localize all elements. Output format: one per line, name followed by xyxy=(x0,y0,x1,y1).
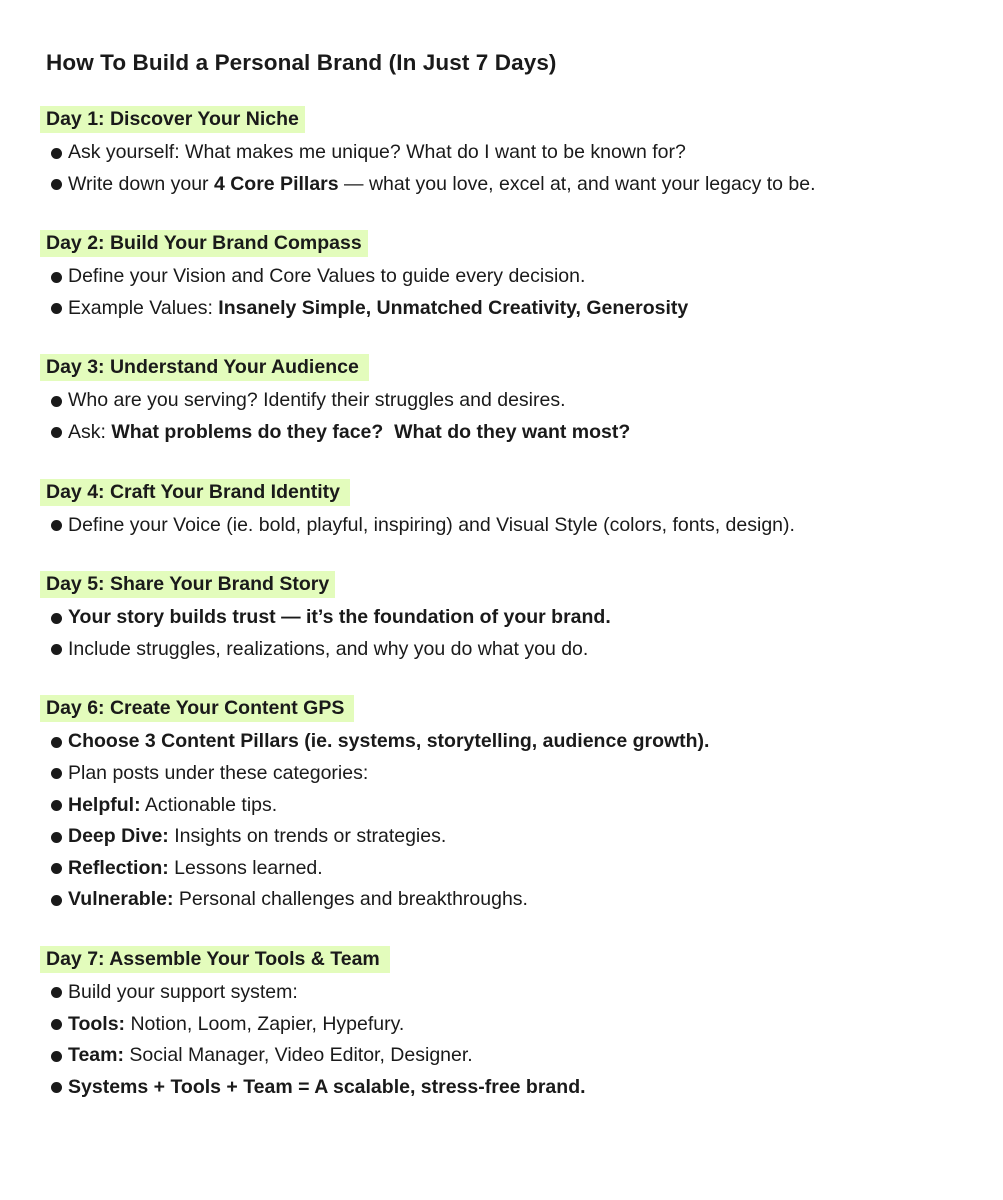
day-5-list xyxy=(46,602,963,665)
list-item: Tools: Notion, Loom, Zapier, Hypefury. xyxy=(46,1009,963,1041)
list-item: Write down your 4 Core Pillars — what you love, excel at, and want your legacy to be. xyxy=(46,169,963,201)
day-6-section xyxy=(46,695,963,916)
bullet-icon xyxy=(51,1082,62,1093)
bullet-icon xyxy=(51,613,62,624)
list-item: Build your support system: xyxy=(46,977,963,1009)
bullet-icon xyxy=(51,832,62,843)
day-6-heading: Day 6: Create Your Content GPS xyxy=(40,695,354,722)
list-item: Deep Dive: Insights on trends or strategies. xyxy=(46,821,963,853)
day-4-list xyxy=(46,510,963,542)
day-4-section xyxy=(46,479,963,542)
list-item: Example Values: Insanely Simple, Unmatched Creativity, Generosity xyxy=(46,293,963,325)
day-1-heading: Day 1: Discover Your Niche xyxy=(40,106,305,133)
list-item: Vulnerable: Personal challenges and breakthroughs. xyxy=(46,884,963,916)
day-4-heading: Day 4: Craft Your Brand Identity xyxy=(40,479,350,506)
day-3-list xyxy=(46,385,963,448)
list-item: Define your Vision and Core Values to guide every decision. xyxy=(46,261,963,293)
bullet-icon xyxy=(51,148,62,159)
list-item: Reflection: Lessons learned. xyxy=(46,853,963,885)
day-5-heading: Day 5: Share Your Brand Story xyxy=(40,571,335,598)
bullet-icon xyxy=(51,520,62,531)
bullet-icon xyxy=(51,768,62,779)
list-item: Who are you serving? Identify their struggles and desires. xyxy=(46,385,963,417)
day-5-section xyxy=(46,571,963,665)
list-item: Plan posts under these categories: xyxy=(46,758,963,790)
bullet-icon xyxy=(51,179,62,190)
day-7-section xyxy=(46,946,963,1103)
bullet-icon xyxy=(51,396,62,407)
day-2-heading: Day 2: Build Your Brand Compass xyxy=(40,230,368,257)
bullet-icon xyxy=(51,272,62,283)
day-3-heading: Day 3: Understand Your Audience xyxy=(40,354,369,381)
list-item: Define your Voice (ie. bold, playful, inspiring) and Visual Style (colors, fonts, design). xyxy=(46,510,963,542)
day-7-list xyxy=(46,977,963,1103)
list-item: Choose 3 Content Pillars (ie. systems, storytelling, audience growth). xyxy=(46,726,963,758)
bullet-icon xyxy=(51,863,62,874)
day-2-list xyxy=(46,261,963,324)
bullet-icon xyxy=(51,1051,62,1062)
list-item: Systems + Tools + Team = A scalable, stress-free brand. xyxy=(46,1072,963,1104)
day-1-list xyxy=(46,137,963,200)
day-3-section xyxy=(46,354,963,448)
day-6-list xyxy=(46,726,963,916)
day-1-section xyxy=(46,106,963,200)
bullet-icon xyxy=(51,737,62,748)
list-item: Include struggles, realizations, and why you do what you do. xyxy=(46,634,963,666)
bullet-icon xyxy=(51,987,62,998)
bullet-icon xyxy=(51,800,62,811)
bullet-icon xyxy=(51,427,62,438)
list-item: Your story builds trust — it’s the foundation of your brand. xyxy=(46,602,963,634)
list-item: Ask: What problems do they face? What do they want most? xyxy=(46,417,963,449)
list-item: Team: Social Manager, Video Editor, Designer. xyxy=(46,1040,963,1072)
bullet-icon xyxy=(51,1019,62,1030)
bullet-icon xyxy=(51,895,62,906)
bullet-icon xyxy=(51,644,62,655)
list-item: Ask yourself: What makes me unique? What do I want to be known for? xyxy=(46,137,963,169)
page-title: How To Build a Personal Brand (In Just 7 Days) xyxy=(46,50,557,75)
day-2-section xyxy=(46,230,963,324)
bullet-icon xyxy=(51,303,62,314)
day-7-heading: Day 7: Assemble Your Tools & Team xyxy=(40,946,390,973)
list-item: Helpful: Actionable tips. xyxy=(46,790,963,822)
